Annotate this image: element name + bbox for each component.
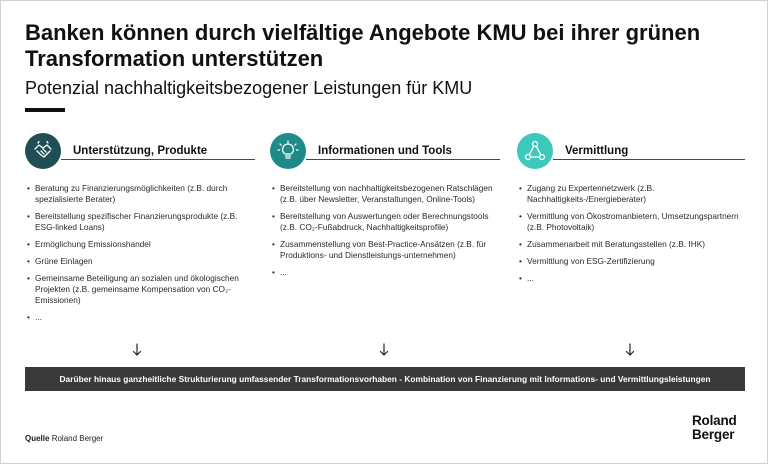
handshake-icon [25, 133, 61, 169]
down-arrow-icon [379, 343, 389, 357]
list-item: • Gemeinsame Beteiligung an sozialen und ökologischen Projekten (z.B. gemeinsame Kompensation von CO₂-Emissionen) [27, 273, 255, 306]
column-rule [61, 159, 255, 160]
column-title: Informationen und Tools [318, 145, 452, 157]
list-item: • Bereitstellung von Auswertungen oder Berechnungstools (z.B. CO₂-Fußabdruck, Nachhaltigkeitsprofile) [272, 211, 500, 233]
summary-banner: Darüber hinaus ganzheitliche Strukturierung umfassender Transformationsvorhaben - Kombination von Finanzierung mit Informations- und Vermittlungsleistungen [25, 367, 745, 391]
list-item: • ... [272, 267, 500, 278]
list-item: • Bereitstellung von nachhaltigkeitsbezogenen Ratschlägen (z.B. über Newsletter, Veranstaltungen, Online-Tools) [272, 183, 500, 205]
column-rule [306, 159, 500, 160]
column-title: Vermittlung [565, 145, 629, 157]
column-header [270, 133, 500, 169]
list-item: • Vermittlung von Ökostromanbietern, Umsetzungspartnern (z.B. Photovoltaik) [519, 211, 747, 233]
column-header [25, 133, 255, 169]
list-item: • ... [519, 273, 747, 284]
list-item: • Beratung zu Finanzierungsmöglichkeiten (z.B. durch spezialisierte Berater) [27, 183, 255, 205]
bullet-list [25, 183, 255, 323]
source-value: Roland Berger [51, 434, 104, 443]
down-arrow-icon [625, 343, 635, 357]
list-item: • ... [27, 312, 255, 323]
list-item: • Zusammenarbeit mit Beratungsstellen (z.B. IHK) [519, 239, 747, 250]
source-label: Quelle [25, 434, 50, 443]
page-title: Banken können durch vielfältige Angebote KMU bei ihrer grünen Transformation unterstützen [25, 20, 701, 71]
bullet-list [270, 183, 500, 278]
lightbulb-icon [270, 133, 306, 169]
list-item: • Bereitstellung spezifischer Finanzierungsprodukte (z.B. ESG-linked Loans) [27, 211, 255, 233]
title-rule [25, 108, 65, 112]
source-note [25, 434, 103, 443]
column-rule [553, 159, 745, 160]
list-item: • Grüne Einlagen [27, 256, 255, 267]
list-item: • Zusammenstellung von Best-Practice-Ansätzen (z.B. für Produktions- und Dienstleistungs-unternehmen) [272, 239, 500, 261]
page-subtitle: Potenzial nachhaltigkeitsbezogener Leistungen für KMU [25, 78, 473, 98]
list-item: • Zugang zu Expertennetzwerk (z.B. Nachhaltigkeits-/Energieberater) [519, 183, 747, 205]
logo-line-1: Roland [692, 413, 737, 428]
list-item: • Vermittlung von ESG-Zertifizierung [519, 256, 747, 267]
roland-berger-logo [692, 414, 737, 442]
column-title: Unterstützung, Produkte [73, 145, 208, 157]
bullet-list [517, 183, 747, 284]
logo-line-2: Berger [692, 427, 735, 442]
network-icon [517, 133, 553, 169]
column-unterstuetzung [25, 133, 255, 329]
column-vermittlung [517, 133, 747, 290]
list-item: • Ermöglichung Emissionshandel [27, 239, 255, 250]
column-informationen [270, 133, 500, 284]
column-header [517, 133, 747, 169]
down-arrow-icon [132, 343, 142, 357]
